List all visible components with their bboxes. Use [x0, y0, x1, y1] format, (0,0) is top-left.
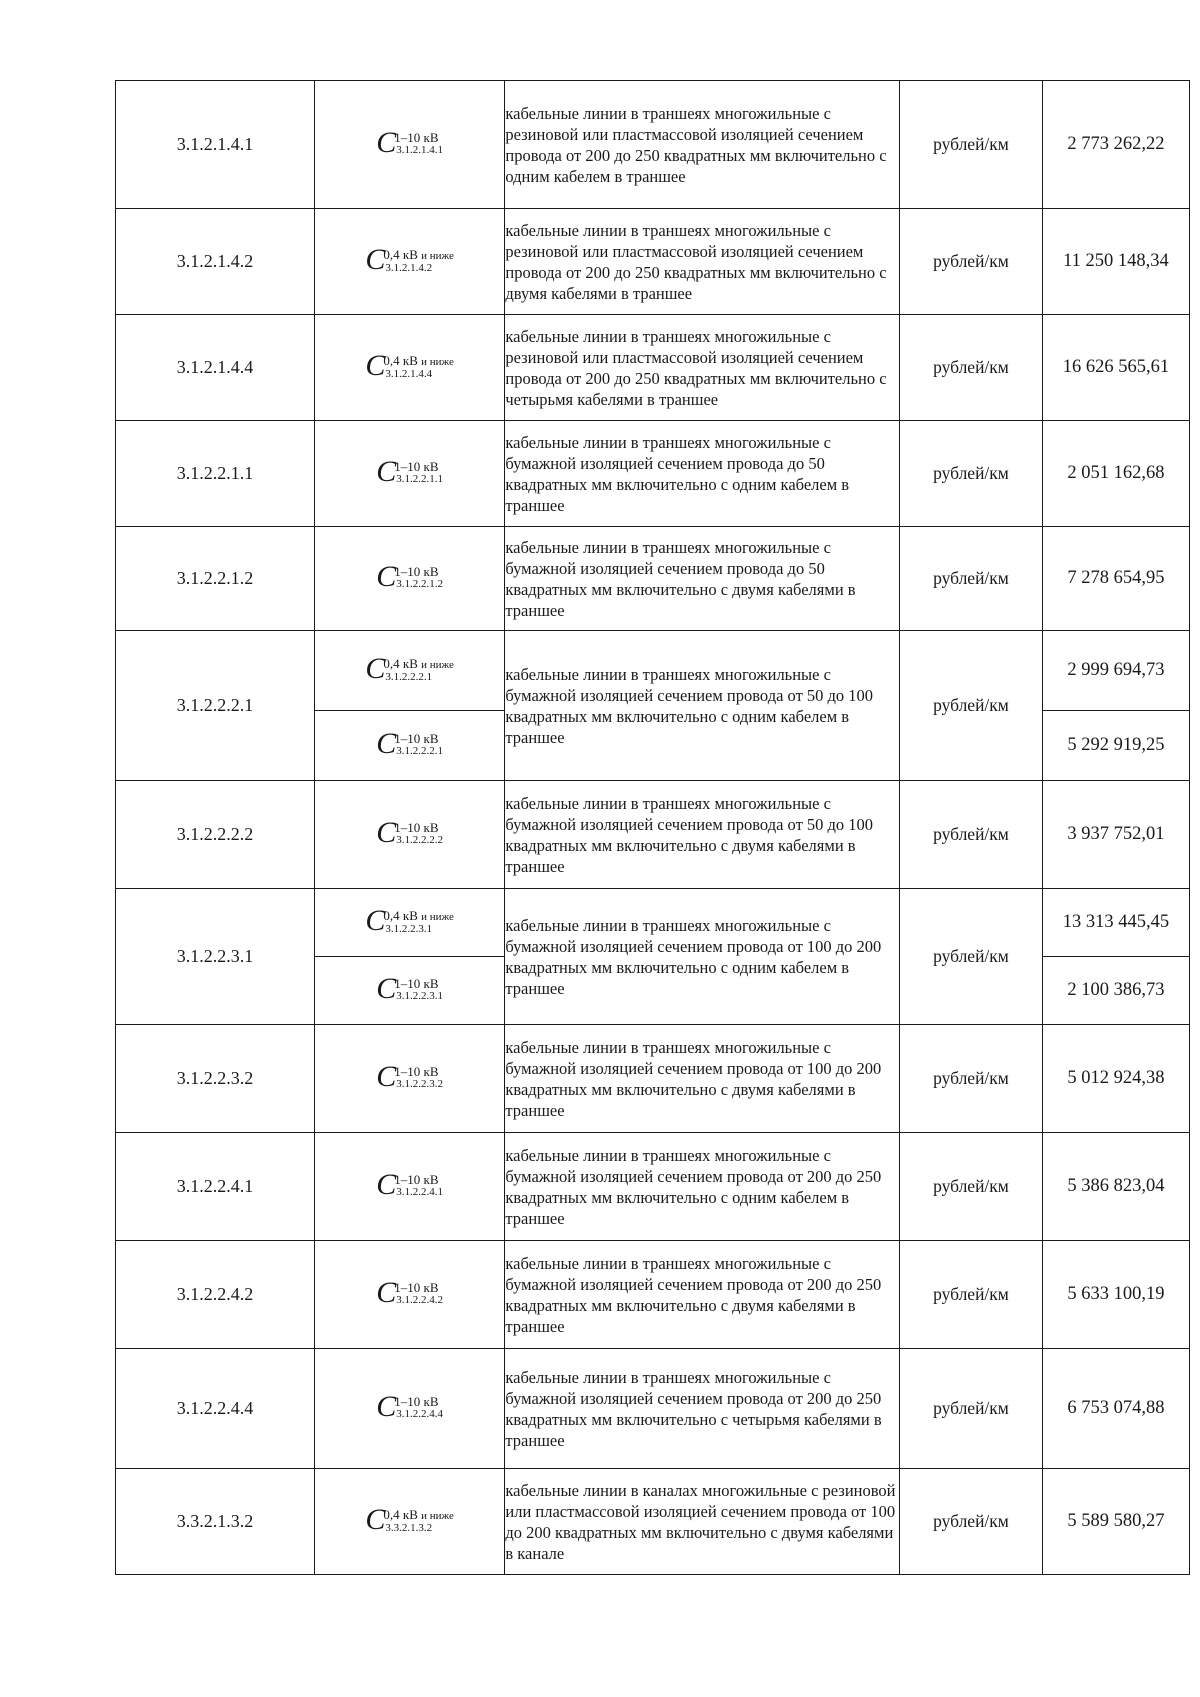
- symbol-voltage-main: 1–10 кВ: [394, 459, 439, 474]
- symbol-formula: [376, 971, 444, 1005]
- symbol-letter: C: [365, 651, 386, 685]
- symbol-formula: [365, 651, 454, 685]
- symbol-voltage-main: 0,4 кВ: [383, 246, 418, 262]
- symbol-index: 3.1.2.2.2.1: [396, 745, 444, 757]
- row-code: 3.1.2.2.3.2: [116, 1025, 315, 1133]
- symbol-index: 3.1.2.2.3.1: [396, 990, 444, 1002]
- table-row: [116, 1349, 1190, 1469]
- symbol-voltage-main: 0,4 кВ: [383, 352, 418, 368]
- symbol-letter: C: [376, 726, 397, 760]
- tariff-symbol: [314, 421, 504, 527]
- tariff-symbol: [314, 209, 504, 315]
- symbol-formula: [376, 125, 444, 159]
- symbol-voltage: [390, 1065, 443, 1078]
- row-description: кабельные линии в траншеях многожильные с бумажной изоляцией сечением провода до 50 квадратных мм включительно с одним кабелем в траншее: [505, 421, 900, 527]
- row-description: кабельные линии в траншеях многожильные с резиновой или пластмассовой изоляцией сечением провода от 200 до 250 квадратных мм включительно с одним кабелем в траншее: [505, 81, 900, 209]
- table-row: [116, 527, 1190, 631]
- symbol-voltage-main: 0,4 кВ: [383, 907, 418, 923]
- row-value: 16 626 565,61: [1042, 315, 1189, 421]
- row-value: 5 633 100,19: [1042, 1241, 1189, 1349]
- symbol-voltage-main: 0,4 кВ: [383, 655, 418, 671]
- row-description: кабельные линии в траншеях многожильные с бумажной изоляцией сечением провода от 50 до 100 квадратных мм включительно с двумя кабелями в траншее: [505, 781, 900, 889]
- symbol-voltage: [390, 1173, 443, 1186]
- symbol-index: 3.1.2.2.3.1: [385, 922, 433, 935]
- symbol-letter: C: [376, 1275, 397, 1309]
- row-code: 3.1.2.2.4.4: [116, 1349, 315, 1469]
- table-row: [116, 81, 1190, 209]
- tariff-symbol: [314, 1241, 504, 1349]
- symbol-index: 3.1.2.2.2.2: [396, 834, 444, 846]
- symbol-formula: [376, 726, 444, 760]
- row-unit: рублей/км: [900, 209, 1043, 315]
- symbol-index: 3.1.2.2.4.2: [396, 1294, 444, 1306]
- symbol-formula: [376, 815, 444, 849]
- symbol-letter: C: [376, 559, 397, 593]
- table-row: [116, 421, 1190, 527]
- symbol-letter: C: [376, 1167, 397, 1201]
- symbol-letter: C: [376, 1389, 397, 1423]
- tariff-symbol: [314, 527, 504, 631]
- row-unit: рублей/км: [900, 1469, 1043, 1575]
- row-value: 2 999 694,73: [1042, 631, 1189, 711]
- symbol-voltage: [390, 732, 443, 745]
- symbol-index: 3.1.2.2.1.1: [396, 473, 444, 485]
- row-unit: рублей/км: [900, 1025, 1043, 1133]
- symbol-voltage-qualifier: и ниже: [421, 355, 454, 368]
- symbol-letter: C: [376, 971, 397, 1005]
- tariff-symbol: [314, 315, 504, 421]
- symbol-index: 3.1.2.1.4.4: [385, 367, 433, 380]
- row-unit: рублей/км: [900, 1241, 1043, 1349]
- symbol-voltage: [379, 354, 454, 368]
- symbol-index: 3.1.2.2.2.1: [385, 670, 433, 683]
- tariff-symbol: [314, 1349, 504, 1469]
- row-description: кабельные линии в траншеях многожильные с бумажной изоляцией сечением провода от 200 до 250 квадратных мм включительно с четырьмя кабелями в траншее: [505, 1349, 900, 1469]
- table-row: [116, 889, 1190, 957]
- symbol-letter: C: [376, 125, 397, 159]
- row-description: кабельные линии в траншеях многожильные с резиновой или пластмассовой изоляцией сечением провода от 200 до 250 квадратных мм включительно с четырьмя кабелями в траншее: [505, 315, 900, 421]
- symbol-letter: C: [365, 348, 386, 382]
- row-unit: рублей/км: [900, 421, 1043, 527]
- tariff-symbol: [314, 889, 504, 957]
- symbol-voltage: [379, 909, 454, 923]
- row-value: 2 051 162,68: [1042, 421, 1189, 527]
- symbol-voltage-qualifier: и ниже: [421, 249, 454, 262]
- symbol-letter: C: [365, 1502, 386, 1536]
- symbol-formula: [376, 559, 444, 593]
- symbol-formula: [365, 1502, 454, 1536]
- tariff-symbol: [314, 957, 504, 1025]
- symbol-voltage-main: 1–10 кВ: [394, 1172, 439, 1187]
- symbol-formula: [376, 1167, 444, 1201]
- symbol-voltage: [390, 565, 443, 578]
- row-value: 3 937 752,01: [1042, 781, 1189, 889]
- symbol-letter: C: [376, 1059, 397, 1093]
- row-description: кабельные линии в траншеях многожильные с бумажной изоляцией сечением провода до 50 квадратных мм включительно с двумя кабелями в траншее: [505, 527, 900, 631]
- row-code: 3.1.2.2.4.2: [116, 1241, 315, 1349]
- row-value: 5 292 919,25: [1042, 711, 1189, 781]
- row-description: кабельные линии в траншеях многожильные с бумажной изоляцией сечением провода от 100 до 200 квадратных мм включительно с одним кабелем в траншее: [505, 889, 900, 1025]
- symbol-formula: [376, 1275, 444, 1309]
- table-row: [116, 209, 1190, 315]
- tariff-table: [115, 80, 1190, 1575]
- table-row: [116, 1241, 1190, 1349]
- symbol-voltage-main: 1–10 кВ: [394, 1280, 439, 1295]
- row-description: кабельные линии в траншеях многожильные с резиновой или пластмассовой изоляцией сечением провода от 200 до 250 квадратных мм включительно с двумя кабелями в траншее: [505, 209, 900, 315]
- symbol-voltage-main: 1–10 кВ: [394, 1064, 439, 1079]
- row-value: 6 753 074,88: [1042, 1349, 1189, 1469]
- row-description: кабельные линии в траншеях многожильные с бумажной изоляцией сечением провода от 50 до 100 квадратных мм включительно с одним кабелем в траншее: [505, 631, 900, 781]
- row-code: 3.1.2.1.4.2: [116, 209, 315, 315]
- tariff-symbol: [314, 1025, 504, 1133]
- row-value: 5 012 924,38: [1042, 1025, 1189, 1133]
- symbol-index: 3.1.2.1.4.1: [396, 144, 444, 156]
- symbol-voltage-main: 1–10 кВ: [394, 820, 439, 835]
- table-row: [116, 631, 1190, 711]
- symbol-formula: [365, 903, 454, 937]
- row-description: кабельные линии в траншеях многожильные с бумажной изоляцией сечением провода от 100 до 200 квадратных мм включительно с двумя кабелями в траншее: [505, 1025, 900, 1133]
- row-unit: рублей/км: [900, 1133, 1043, 1241]
- tariff-symbol: [314, 781, 504, 889]
- tariff-symbol: [314, 1469, 504, 1575]
- symbol-voltage: [390, 460, 443, 473]
- symbol-voltage: [379, 248, 454, 262]
- symbol-index: 3.1.2.2.4.1: [396, 1186, 444, 1198]
- row-unit: рублей/км: [900, 1349, 1043, 1469]
- symbol-voltage-qualifier: и ниже: [421, 658, 454, 671]
- tariff-symbol: [314, 81, 504, 209]
- row-value: 11 250 148,34: [1042, 209, 1189, 315]
- row-code: 3.1.2.1.4.1: [116, 81, 315, 209]
- table-row: [116, 1025, 1190, 1133]
- row-value: 5 589 580,27: [1042, 1469, 1189, 1575]
- row-description: кабельные линии в каналах многожильные с резиновой или пластмассовой изоляцией сечением провода от 100 до 200 квадратных мм включительно с двумя кабелями в канале: [505, 1469, 900, 1575]
- symbol-formula: [376, 1059, 444, 1093]
- row-value: 2 100 386,73: [1042, 957, 1189, 1025]
- row-unit: рублей/км: [900, 781, 1043, 889]
- symbol-voltage-main: 1–10 кВ: [394, 130, 439, 145]
- row-unit: рублей/км: [900, 631, 1043, 781]
- symbol-letter: C: [365, 903, 386, 937]
- symbol-voltage: [390, 1395, 443, 1408]
- row-code: 3.1.2.1.4.4: [116, 315, 315, 421]
- symbol-voltage-main: 1–10 кВ: [394, 1394, 439, 1409]
- row-unit: рублей/км: [900, 315, 1043, 421]
- tariff-symbol: [314, 1133, 504, 1241]
- symbol-voltage-main: 0,4 кВ: [383, 1506, 418, 1522]
- symbol-voltage-main: 1–10 кВ: [394, 731, 439, 746]
- symbol-voltage: [390, 821, 443, 834]
- symbol-formula: [365, 242, 454, 276]
- symbol-voltage-main: 1–10 кВ: [394, 564, 439, 579]
- symbol-index: 3.1.2.2.3.2: [396, 1078, 444, 1090]
- symbol-formula: [365, 348, 454, 382]
- symbol-voltage-main: 1–10 кВ: [394, 976, 439, 991]
- symbol-index: 3.3.2.1.3.2: [385, 1521, 433, 1534]
- symbol-voltage: [379, 657, 454, 671]
- symbol-index: 3.1.2.1.4.2: [385, 261, 433, 274]
- symbol-formula: [376, 1389, 444, 1423]
- table-row: [116, 781, 1190, 889]
- symbol-voltage: [390, 1281, 443, 1294]
- row-code: 3.1.2.2.1.2: [116, 527, 315, 631]
- row-code: 3.1.2.2.4.1: [116, 1133, 315, 1241]
- symbol-index: 3.1.2.2.4.4: [396, 1408, 444, 1420]
- row-description: кабельные линии в траншеях многожильные с бумажной изоляцией сечением провода от 200 до 250 квадратных мм включительно с одним кабелем в траншее: [505, 1133, 900, 1241]
- row-code: 3.1.2.2.3.1: [116, 889, 315, 1025]
- symbol-letter: C: [365, 242, 386, 276]
- row-code: 3.1.2.2.2.1: [116, 631, 315, 781]
- symbol-index: 3.1.2.2.1.2: [396, 578, 444, 590]
- row-value: 7 278 654,95: [1042, 527, 1189, 631]
- symbol-letter: C: [376, 454, 397, 488]
- row-code: 3.1.2.2.2.2: [116, 781, 315, 889]
- symbol-voltage-qualifier: и ниже: [421, 1509, 454, 1522]
- row-unit: рублей/км: [900, 527, 1043, 631]
- symbol-voltage-qualifier: и ниже: [421, 910, 454, 923]
- symbol-voltage: [390, 131, 443, 144]
- row-value: 2 773 262,22: [1042, 81, 1189, 209]
- row-code: 3.1.2.2.1.1: [116, 421, 315, 527]
- row-description: кабельные линии в траншеях многожильные с бумажной изоляцией сечением провода от 200 до 250 квадратных мм включительно с двумя кабелями в траншее: [505, 1241, 900, 1349]
- symbol-formula: [376, 454, 444, 488]
- symbol-voltage: [390, 977, 443, 990]
- row-unit: рублей/км: [900, 81, 1043, 209]
- tariff-symbol: [314, 631, 504, 711]
- table-row: [116, 315, 1190, 421]
- row-unit: рублей/км: [900, 889, 1043, 1025]
- row-code: 3.3.2.1.3.2: [116, 1469, 315, 1575]
- table-row: [116, 1133, 1190, 1241]
- tariff-symbol: [314, 711, 504, 781]
- symbol-voltage: [379, 1508, 454, 1522]
- row-value: 13 313 445,45: [1042, 889, 1189, 957]
- table-row: [116, 1469, 1190, 1575]
- symbol-letter: C: [376, 815, 397, 849]
- row-value: 5 386 823,04: [1042, 1133, 1189, 1241]
